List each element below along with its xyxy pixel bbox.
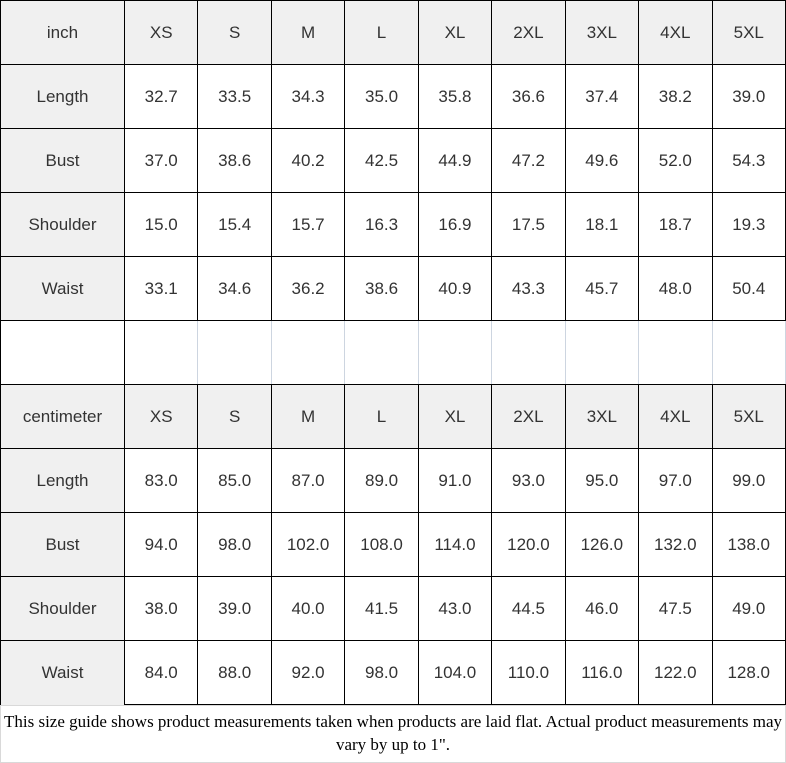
measurement-value-cell: 97.0 — [639, 449, 712, 513]
measurement-value-cell: 99.0 — [712, 449, 786, 513]
spacer-cell — [565, 321, 638, 385]
measurement-value-cell: 49.6 — [565, 129, 638, 193]
measurement-value-cell: 83.0 — [125, 449, 198, 513]
measurement-value-cell: 88.0 — [198, 641, 271, 705]
measurement-value-cell: 45.7 — [565, 257, 638, 321]
measurement-value-cell: 108.0 — [345, 513, 418, 577]
measurement-row — [1, 577, 786, 641]
unit-header-row — [1, 385, 786, 449]
size-note-line-2: vary by up to 1". — [335, 735, 451, 754]
measurement-value-cell: 92.0 — [271, 641, 344, 705]
measurement-value-cell: 37.4 — [565, 65, 638, 129]
size-header-cell: L — [345, 1, 418, 65]
spacer-cell — [271, 321, 344, 385]
measurement-value-cell: 15.7 — [271, 193, 344, 257]
measurement-value-cell: 48.0 — [639, 257, 712, 321]
measurement-label-cell: Waist — [1, 641, 125, 705]
measurement-row — [1, 513, 786, 577]
measurement-value-cell: 38.2 — [639, 65, 712, 129]
measurement-value-cell: 33.5 — [198, 65, 271, 129]
measurement-row — [1, 65, 786, 129]
measurement-label-cell: Length — [1, 65, 125, 129]
measurement-value-cell: 98.0 — [198, 513, 271, 577]
size-header-cell: XS — [125, 385, 198, 449]
size-header-cell: 3XL — [565, 385, 638, 449]
measurement-value-cell: 38.6 — [198, 129, 271, 193]
size-chart-body — [1, 1, 786, 705]
measurement-value-cell: 44.5 — [492, 577, 565, 641]
measurement-value-cell: 110.0 — [492, 641, 565, 705]
spacer-cell — [345, 321, 418, 385]
measurement-row — [1, 449, 786, 513]
measurement-row — [1, 641, 786, 705]
measurement-value-cell: 50.4 — [712, 257, 786, 321]
measurement-value-cell: 84.0 — [125, 641, 198, 705]
measurement-row — [1, 129, 786, 193]
measurement-label-cell: Bust — [1, 513, 125, 577]
measurement-value-cell: 16.3 — [345, 193, 418, 257]
measurement-value-cell: 120.0 — [492, 513, 565, 577]
measurement-value-cell: 15.0 — [125, 193, 198, 257]
measurement-value-cell: 16.9 — [418, 193, 491, 257]
measurement-value-cell: 122.0 — [639, 641, 712, 705]
measurement-value-cell: 43.3 — [492, 257, 565, 321]
measurement-value-cell: 36.2 — [271, 257, 344, 321]
measurement-value-cell: 54.3 — [712, 129, 786, 193]
size-header-cell: XS — [125, 1, 198, 65]
size-header-cell: S — [198, 1, 271, 65]
measurement-value-cell: 43.0 — [418, 577, 491, 641]
spacer-cell — [125, 321, 198, 385]
measurement-value-cell: 37.0 — [125, 129, 198, 193]
measurement-value-cell: 32.7 — [125, 65, 198, 129]
measurement-value-cell: 36.6 — [492, 65, 565, 129]
measurement-value-cell: 94.0 — [125, 513, 198, 577]
measurement-value-cell: 40.0 — [271, 577, 344, 641]
measurement-value-cell: 91.0 — [418, 449, 491, 513]
measurement-value-cell: 132.0 — [639, 513, 712, 577]
measurement-value-cell: 41.5 — [345, 577, 418, 641]
measurement-value-cell: 40.2 — [271, 129, 344, 193]
measurement-value-cell: 39.0 — [198, 577, 271, 641]
measurement-value-cell: 85.0 — [198, 449, 271, 513]
size-header-cell: XL — [418, 1, 491, 65]
measurement-value-cell: 18.7 — [639, 193, 712, 257]
size-header-cell: M — [271, 385, 344, 449]
size-header-cell: XL — [418, 385, 491, 449]
unit-label-cell: inch — [1, 1, 125, 65]
size-header-cell: L — [345, 385, 418, 449]
measurement-value-cell: 114.0 — [418, 513, 491, 577]
size-header-cell: 3XL — [565, 1, 638, 65]
size-note — [0, 705, 786, 763]
size-header-cell: 4XL — [639, 385, 712, 449]
measurement-value-cell: 93.0 — [492, 449, 565, 513]
measurement-value-cell: 35.0 — [345, 65, 418, 129]
size-header-cell: M — [271, 1, 344, 65]
spacer-row — [1, 321, 786, 385]
measurement-value-cell: 49.0 — [712, 577, 786, 641]
size-header-cell: 2XL — [492, 385, 565, 449]
measurement-label-cell: Shoulder — [1, 193, 125, 257]
measurement-value-cell: 104.0 — [418, 641, 491, 705]
spacer-cell — [1, 321, 125, 385]
measurement-value-cell: 138.0 — [712, 513, 786, 577]
measurement-value-cell: 98.0 — [345, 641, 418, 705]
spacer-cell — [198, 321, 271, 385]
measurement-value-cell: 18.1 — [565, 193, 638, 257]
measurement-value-cell: 126.0 — [565, 513, 638, 577]
size-header-cell: 4XL — [639, 1, 712, 65]
measurement-label-cell: Length — [1, 449, 125, 513]
measurement-value-cell: 44.9 — [418, 129, 491, 193]
measurement-value-cell: 87.0 — [271, 449, 344, 513]
measurement-value-cell: 46.0 — [565, 577, 638, 641]
spacer-cell — [712, 321, 786, 385]
measurement-value-cell: 40.9 — [418, 257, 491, 321]
spacer-cell — [639, 321, 712, 385]
measurement-value-cell: 34.3 — [271, 65, 344, 129]
measurement-value-cell: 15.4 — [198, 193, 271, 257]
unit-label-cell: centimeter — [1, 385, 125, 449]
measurement-label-cell: Shoulder — [1, 577, 125, 641]
measurement-value-cell: 116.0 — [565, 641, 638, 705]
spacer-cell — [418, 321, 491, 385]
measurement-value-cell: 38.0 — [125, 577, 198, 641]
measurement-value-cell: 17.5 — [492, 193, 565, 257]
measurement-value-cell: 39.0 — [712, 65, 786, 129]
measurement-label-cell: Bust — [1, 129, 125, 193]
measurement-value-cell: 47.2 — [492, 129, 565, 193]
measurement-value-cell: 128.0 — [712, 641, 786, 705]
measurement-value-cell: 42.5 — [345, 129, 418, 193]
measurement-value-cell: 35.8 — [418, 65, 491, 129]
measurement-value-cell: 38.6 — [345, 257, 418, 321]
size-note-line-1: This size guide shows product measurements taken when products are laid flat. Actual product measurements may — [4, 712, 782, 732]
spacer-cell — [492, 321, 565, 385]
size-header-cell: S — [198, 385, 271, 449]
size-header-cell: 2XL — [492, 1, 565, 65]
size-header-cell: 5XL — [712, 385, 786, 449]
unit-header-row — [1, 1, 786, 65]
measurement-row — [1, 257, 786, 321]
measurement-value-cell: 47.5 — [639, 577, 712, 641]
measurement-value-cell: 19.3 — [712, 193, 786, 257]
measurement-value-cell: 52.0 — [639, 129, 712, 193]
measurement-row — [1, 193, 786, 257]
measurement-value-cell: 95.0 — [565, 449, 638, 513]
size-header-cell: 5XL — [712, 1, 786, 65]
measurement-value-cell: 89.0 — [345, 449, 418, 513]
measurement-value-cell: 34.6 — [198, 257, 271, 321]
measurement-value-cell: 33.1 — [125, 257, 198, 321]
measurement-label-cell: Waist — [1, 257, 125, 321]
measurement-value-cell: 102.0 — [271, 513, 344, 577]
